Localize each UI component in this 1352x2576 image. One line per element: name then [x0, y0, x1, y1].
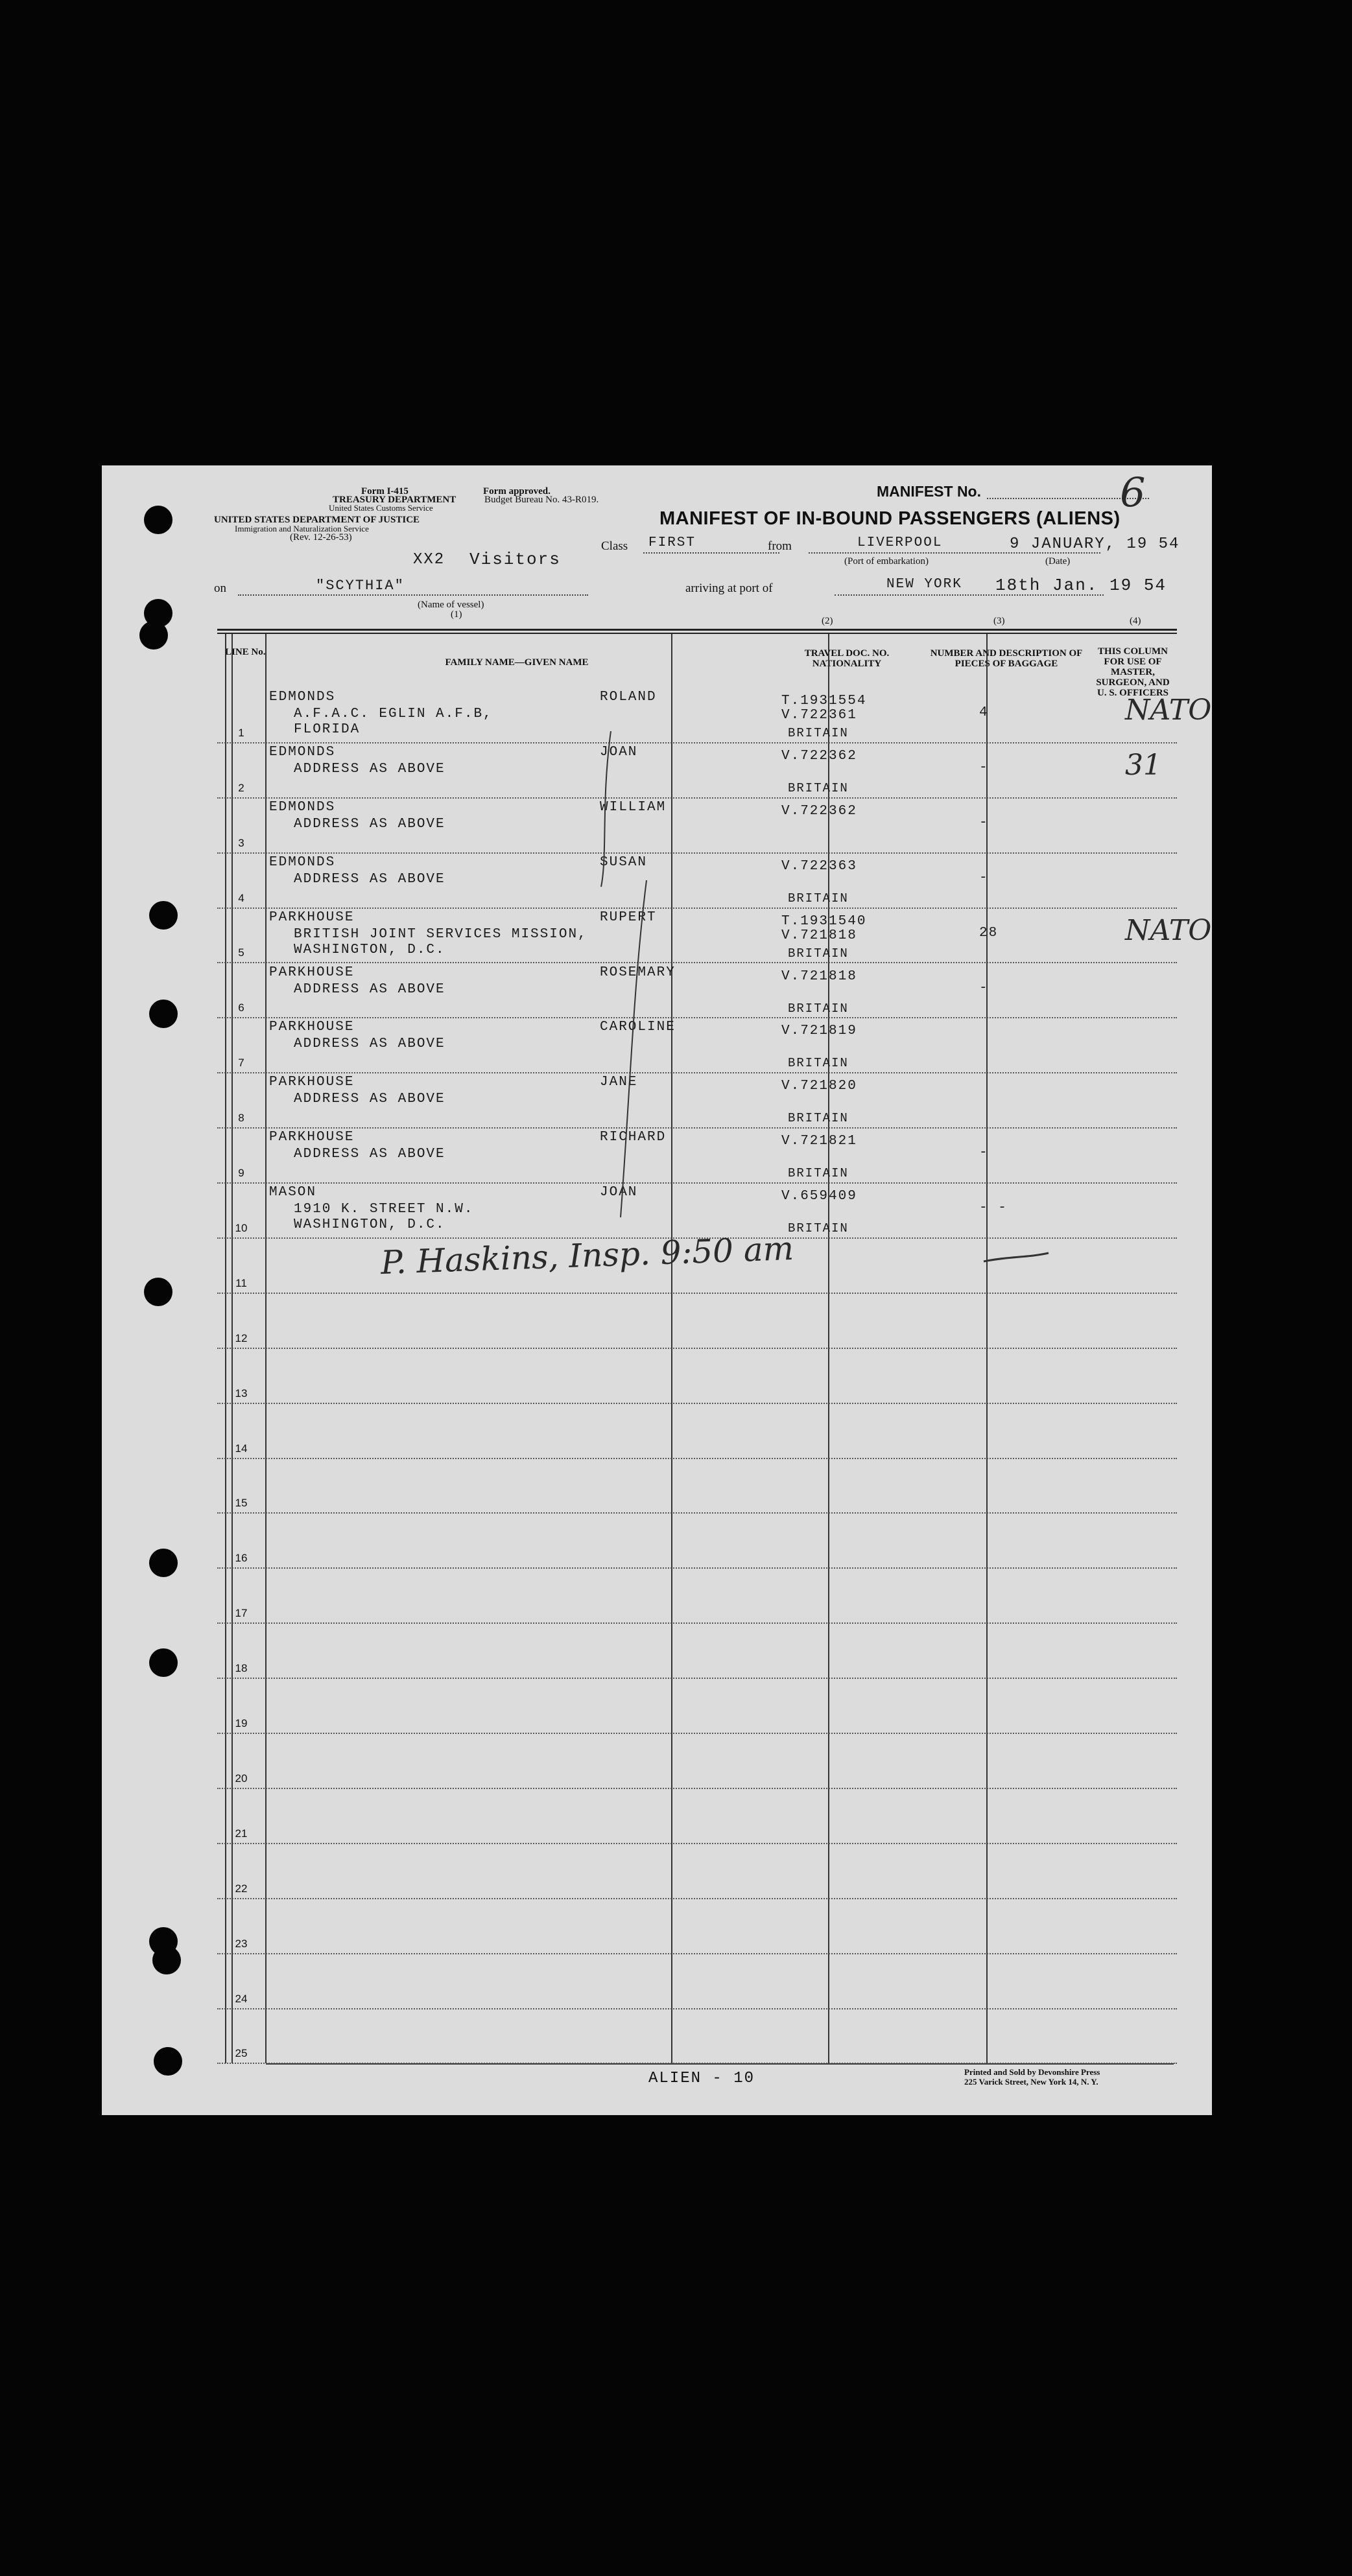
family-name: EDMONDS: [269, 854, 336, 870]
travel-doc: V.659409: [781, 1189, 857, 1204]
line-number: 19: [235, 1717, 248, 1730]
given-name: WILLIAM: [600, 799, 667, 815]
line-number: 5: [238, 946, 244, 959]
address-line-2: WASHINGTON, D.C.: [294, 1217, 445, 1233]
inspector-signature: P. Haskins, Insp. 9:50 am: [380, 1229, 794, 1282]
nationality: BRITAIN: [788, 946, 849, 961]
line-number: 16: [235, 1552, 248, 1565]
given-name: ROSEMARY: [600, 965, 676, 980]
vessel-caption: (Name of vessel): [418, 600, 484, 610]
baggage: -: [979, 980, 989, 996]
nationality: BRITAIN: [788, 1111, 849, 1126]
given-name: RICHARD: [600, 1130, 667, 1145]
arrival-date: 18th Jan. 19 54: [995, 576, 1167, 595]
line-number: 17: [235, 1607, 248, 1620]
line-number: 24: [235, 1992, 248, 2005]
form-approved: Form approved.: [483, 486, 551, 497]
arriving-label: arriving at port of: [685, 581, 773, 595]
revision: (Rev. 12-26-53): [290, 532, 352, 543]
col3-caption: (3): [993, 616, 1005, 626]
travel-doc: V.721821: [781, 1134, 857, 1149]
manifest-number: 6: [1120, 469, 1146, 516]
nationality: BRITAIN: [788, 1001, 849, 1016]
footer-form-id: ALIEN - 10: [648, 2070, 755, 2087]
doc-header: TRAVEL DOC. NO. NATIONALITY: [804, 648, 890, 669]
family-name: PARKHOUSE: [269, 909, 355, 925]
address-line-1: ADDRESS AS ABOVE: [294, 761, 445, 777]
line-number: 10: [235, 1221, 248, 1234]
nationality: BRITAIN: [788, 891, 849, 906]
line-number: 21: [235, 1827, 248, 1840]
officer-note: 31: [1125, 748, 1161, 782]
travel-doc: V.722363: [781, 858, 857, 874]
line-number: 11: [235, 1276, 247, 1289]
address-line-1: ADDRESS AS ABOVE: [294, 981, 445, 997]
line-number: 4: [238, 891, 244, 904]
baggage: -: [979, 870, 989, 885]
ins: Immigration and Naturalization Service: [235, 524, 369, 533]
address-line-1: ADDRESS AS ABOVE: [294, 1092, 445, 1107]
line-number: 15: [235, 1497, 248, 1510]
address-line-1: 1910 K. STREET N.W.: [294, 1202, 474, 1217]
nationality: BRITAIN: [788, 1221, 849, 1236]
printer-line-2: 225 Varick Street, New York 14, N. Y.: [964, 2077, 1098, 2087]
nationality: BRITAIN: [788, 1056, 849, 1071]
baggage: 28: [979, 925, 999, 941]
printer-line-1: Printed and Sold by Devonshire Press: [964, 2067, 1100, 2077]
arrival-port: NEW YORK: [886, 577, 962, 592]
col4-caption: (4): [1130, 616, 1141, 626]
visitors-label: Visitors: [469, 550, 561, 569]
officers-header: THIS COLUMN FOR USE OF MASTER, SURGEON, AND U. S. OFFICERS: [1096, 646, 1170, 698]
on-label: on: [214, 581, 226, 595]
family-name: PARKHOUSE: [269, 1075, 355, 1090]
line-number: 12: [235, 1331, 248, 1344]
given-name: CAROLINE: [600, 1020, 676, 1035]
address-line-1: A.F.A.C. EGLIN A.F.B,: [294, 707, 493, 721]
family-name: EDMONDS: [269, 744, 336, 760]
line-number: 8: [238, 1112, 244, 1125]
given-name: JOAN: [600, 744, 638, 760]
address-line-1: ADDRESS AS ABOVE: [294, 1147, 445, 1162]
line-number: 2: [238, 781, 244, 794]
travel-doc: V.722362: [781, 803, 857, 819]
address-line-1: BRITISH JOINT SERVICES MISSION,: [294, 926, 587, 942]
baggage: -: [979, 815, 989, 830]
line-number: 6: [238, 1001, 244, 1014]
customs-service: United States Customs Service: [329, 503, 433, 513]
handwritten-marks: [102, 465, 1212, 2115]
address-line-1: ADDRESS AS ABOVE: [294, 816, 445, 832]
address-line-2: FLORIDA: [294, 722, 361, 737]
col1-caption: (1): [451, 609, 462, 620]
embark-date: 9 JANUARY, 19 54: [1010, 535, 1180, 553]
line-number: 7: [238, 1057, 244, 1070]
given-name: JANE: [600, 1075, 638, 1090]
family-name: EDMONDS: [269, 690, 336, 705]
given-name: ROLAND: [600, 690, 657, 705]
form-number: Form I-415: [361, 486, 409, 497]
family-name: PARKHOUSE: [269, 965, 355, 980]
line-number: 3: [238, 836, 244, 849]
address-line-1: ADDRESS AS ABOVE: [294, 1036, 445, 1052]
port-caption: (Port of embarkation): [844, 556, 929, 567]
given-name: JOAN: [600, 1185, 638, 1200]
given-name: SUSAN: [600, 854, 648, 870]
name-header: FAMILY NAME—GIVEN NAME: [445, 657, 589, 668]
manifest-sheet: [102, 465, 1212, 2115]
manifest-label: MANIFEST No.: [877, 483, 981, 500]
travel-doc: V.722362: [781, 748, 857, 764]
nationality: BRITAIN: [788, 1166, 849, 1181]
xx-code: XX2: [413, 551, 445, 568]
officer-note: NATO: [1125, 694, 1212, 727]
date-caption: (Date): [1045, 556, 1071, 567]
family-name: MASON: [269, 1185, 317, 1200]
baggage-header: NUMBER AND DESCRIPTION OF PIECES OF BAGGAGE: [930, 648, 1083, 669]
baggage: -: [979, 1145, 989, 1161]
baggage: 4: [979, 705, 989, 720]
travel-doc-2: V.722361: [781, 708, 857, 723]
travel-doc: T.1931554: [781, 694, 867, 708]
baggage: -: [979, 760, 989, 775]
line-no-header: LINE No.: [225, 647, 266, 657]
dept-justice: UNITED STATES DEPARTMENT OF JUSTICE: [214, 515, 420, 525]
col2-caption: (2): [822, 616, 833, 626]
address-line-2: WASHINGTON, D.C.: [294, 942, 445, 957]
address-line-1: ADDRESS AS ABOVE: [294, 871, 445, 887]
document-title: MANIFEST OF IN-BOUND PASSENGERS (ALIENS): [659, 508, 1121, 529]
family-name: PARKHOUSE: [269, 1020, 355, 1035]
vessel-name: "SCYTHIA": [316, 578, 405, 594]
nationality: BRITAIN: [788, 780, 849, 795]
class-label: Class: [601, 539, 628, 553]
line-number: 25: [235, 2047, 248, 2060]
travel-doc: V.721820: [781, 1079, 857, 1094]
travel-doc-2: V.721818: [781, 928, 857, 943]
travel-doc: V.721818: [781, 968, 857, 984]
line-number: 23: [235, 1937, 248, 1950]
line-number: 22: [235, 1882, 248, 1895]
line-number: 1: [238, 726, 244, 739]
line-number: 14: [235, 1442, 248, 1455]
officer-note: NATO: [1125, 913, 1212, 947]
line-number: 18: [235, 1662, 248, 1675]
line-number: 13: [235, 1387, 248, 1399]
line-number: 9: [238, 1167, 244, 1180]
from-label: from: [768, 539, 792, 553]
family-name: PARKHOUSE: [269, 1130, 355, 1145]
class-value: FIRST: [648, 535, 696, 550]
given-name: RUPERT: [600, 909, 657, 925]
travel-doc: V.721819: [781, 1024, 857, 1039]
line-number: 20: [235, 1772, 248, 1785]
treasury-dept: TREASURY DEPARTMENT: [333, 495, 457, 505]
baggage: - -: [979, 1200, 1008, 1216]
budget-bureau: Budget Bureau No. 43-R019.: [484, 495, 599, 505]
port-embarkation: LIVERPOOL: [857, 535, 943, 550]
family-name: EDMONDS: [269, 799, 336, 815]
nationality: BRITAIN: [788, 726, 849, 740]
travel-doc: T.1931540: [781, 913, 867, 929]
